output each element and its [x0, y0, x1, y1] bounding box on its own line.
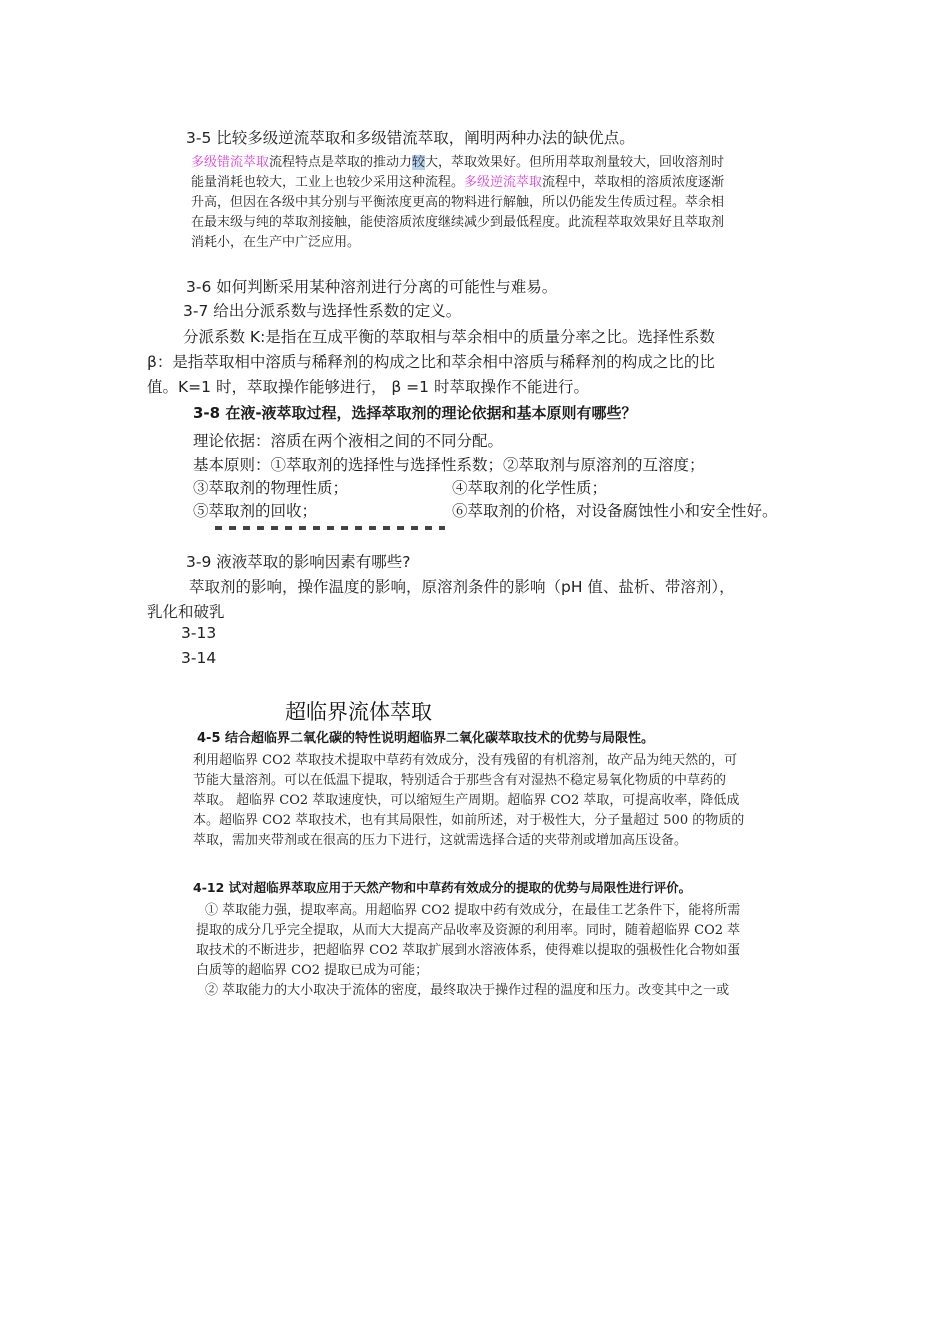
- question-4-5-title: 4-5 结合超临界二氧化碳的特性说明超临界二氧化碳萃取技术的优势与局限性。: [197, 731, 655, 746]
- answer-4-12-line-5: ② 萃取能力的大小取决于流体的密度，最终取决于操作过程的温度和压力。改变其中之一或: [205, 983, 730, 998]
- question-3-5-title: 3-5 比较多级逆流萃取和多级错流萃取，阐明两种办法的缺优点。: [186, 129, 635, 147]
- answer-text: 大，萃取效果好。但所用萃取剂量较大，回收溶剂时: [425, 155, 725, 170]
- answer-3-9-line-1: 萃取剂的影响，操作温度的影响，原溶剂条件的影响（pH 值、盐析、带溶剂），: [189, 578, 735, 596]
- answer-3-9-line-2: 乳化和破乳: [147, 603, 225, 621]
- answer-4-12-line-3: 取技术的不断进步，把超临界 CO2 萃取扩展到水溶液体系，使得难以提取的强极性化合物如蛋: [196, 943, 741, 958]
- answer-3-5-line-4: 在最末级与纯的萃取剂接触，能使溶质浓度继续减少到最低程度。此流程萃取效果好且萃取剂: [191, 215, 725, 230]
- text-selection-highlight: 较: [412, 155, 426, 170]
- answer-4-5-line-5: 萃取，需加夹带剂或在很高的压力下进行，这就需选择合适的夹带剂或增加高压设备。: [193, 833, 688, 848]
- answer-3-8-item-5: ⑤萃取剂的回收；: [193, 502, 318, 520]
- question-3-7-title: 3-7 给出分派系数与选择性系数的定义。: [183, 302, 462, 320]
- answer-3-5-line-1: [191, 153, 724, 173]
- answer-4-5-line-4: 本。超临界 CO2 萃取技术，也有其局限性，如前所述，对于极性大，分子量超过 500 的物质的: [193, 813, 745, 828]
- question-3-8-title: 3-8 在液-液萃取过程，选择萃取剂的理论依据和基本原则有哪些？: [193, 404, 637, 422]
- section-title: 超临界流体萃取: [285, 700, 432, 724]
- term-counter-current: 多级逆流萃取: [464, 175, 543, 190]
- answer-4-5-line-3: 萃取。 超临界 CO2 萃取速度快，可以缩短生产周期。超临界 CO2 萃取，可提高收率，降低成: [193, 793, 740, 808]
- answer-3-7-line-1: 分派系数 K:是指在互成平衡的萃取相与萃余相中的质量分率之比。选择性系数: [183, 328, 715, 346]
- answer-3-7-line-2: β：是指萃取相中溶质与稀释剂的构成之比和萃余相中溶质与稀释剂的构成之比的比: [147, 353, 715, 371]
- question-3-9-title: 3-9 液液萃取的影响因素有哪些?: [186, 553, 411, 571]
- answer-3-8-basis: 理论依据：溶质在两个液相之间的不同分配。: [193, 432, 504, 450]
- answer-3-5-line-5: 消耗小，在生产中广泛应用。: [191, 235, 361, 250]
- answer-3-5-line-3: 升高，但因在各级中其分别与平衡浓度更高的物料进行解触，所以仍能发生传质过程。萃余相: [191, 195, 725, 210]
- answer-4-5-line-2: 节能大量溶剂。可以在低温下提取，特别适合于那些含有对湿热不稳定易氧化物质的中草药的: [193, 773, 727, 788]
- answer-4-12-line-4: 白质等的超临界 CO2 提取已成为可能；: [196, 963, 429, 978]
- answer-3-7-line-3: 值。K=1 时，萃取操作能够进行， β =1 时萃取操作不能进行。: [147, 378, 589, 396]
- answer-3-8-item-4: ④萃取剂的化学性质；: [452, 479, 608, 497]
- answer-3-8-item-6: ⑥萃取剂的价格，对设备腐蚀性小和安全性好。: [452, 502, 778, 520]
- question-3-13-title: 3-13: [181, 624, 217, 642]
- answer-text: 流程中，萃取相的溶质浓度逐渐: [542, 175, 725, 190]
- clipped-text-fragment: [215, 526, 445, 530]
- answer-text: 流程特点是萃取的推动力: [269, 155, 413, 170]
- answer-3-8-principle: 基本原则：①萃取剂的选择性与选择性系数；②萃取剂与原溶剂的互溶度；: [193, 456, 705, 474]
- question-3-6-title: 3-6 如何判断采用某种溶剂进行分离的可能性与难易。: [186, 278, 558, 296]
- answer-4-12-line-2: 提取的成分几乎完全提取，从而大大提高产品收率及资源的利用率。同时，随着超临界 CO2 萃: [196, 923, 741, 938]
- answer-text: 能量消耗也较大，工业上也较少采用这种流程。: [191, 175, 465, 190]
- answer-3-8-item-3: ③萃取剂的物理性质；: [193, 479, 349, 497]
- question-3-14-title: 3-14: [181, 649, 217, 667]
- term-cross-current: 多级错流萃取: [191, 155, 270, 170]
- answer-4-5-line-1: 利用超临界 CO2 萃取技术提取中草药有效成分，没有残留的有机溶剂，故产品为纯天然的，可: [193, 753, 738, 768]
- answer-3-5-line-2: [191, 173, 724, 193]
- question-4-12-title: 4-12 试对超临界萃取应用于天然产物和中草药有效成分的提取的优势与局限性进行评价。: [193, 880, 692, 895]
- answer-4-12-line-1: ① 萃取能力强，提取率高。用超临界 CO2 提取中药有效成分，在最佳工艺条件下，能将所需: [205, 903, 741, 918]
